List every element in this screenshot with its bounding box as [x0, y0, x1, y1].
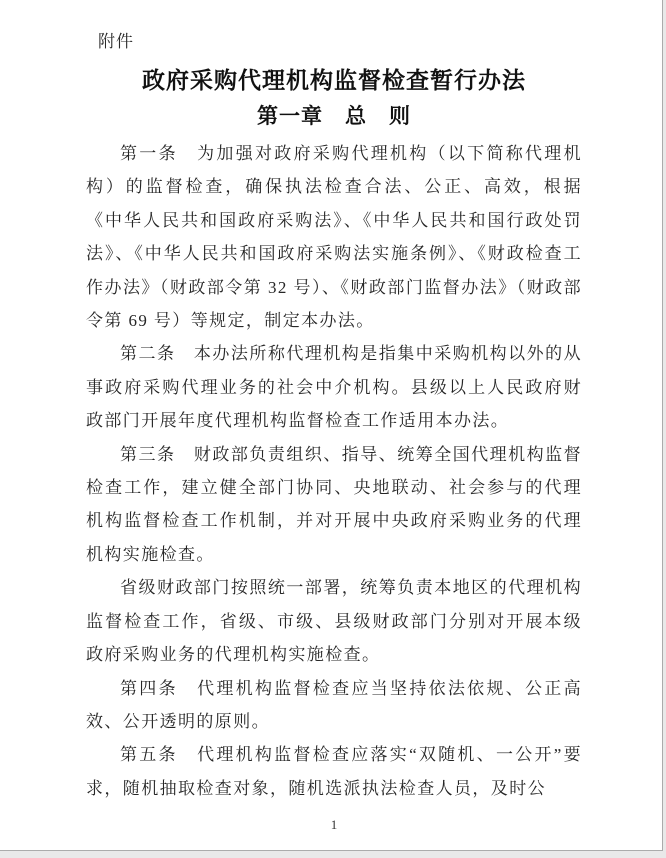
body-paragraph-article-3-continued: 省级财政部门按照统一部署，统筹负责本地区的代理机构监督检查工作，省级、市级、县级财政部门分别对开展本级政府采购业务的代理机构实施检查。	[86, 578, 582, 665]
document-body	[86, 137, 582, 805]
body-paragraph-article-5: 第五条 代理机构监督检查应落实“双随机、一公开”要求，随机抽取检查对象，随机选派执法检查人员，及时公	[86, 745, 582, 798]
body-paragraph-article-1: 第一条 为加强对政府采购代理机构（以下简称代理机构）的监督检查，确保执法检查合法、公正、高效，根据《中华人民共和国政府采购法》、《中华人民共和国行政处罚法》、《中华人民共和国政府采购法实施条例》、《财政检查工作办法》（财政部令第 32 号）、《财政部门监督办法》（财政部令第 69 号）等规定，制定本办法。	[86, 144, 582, 331]
body-paragraph-article-4: 第四条 代理机构监督检查应当坚持依法依规、公正高效、公开透明的原则。	[86, 678, 582, 731]
chapter-heading: 第一章 总 则	[257, 105, 411, 128]
body-paragraph-article-2: 第二条 本办法所称代理机构是指集中采购机构以外的从事政府采购代理业务的社会中介机构。县级以上人民政府财政部门开展年度代理机构监督检查工作适用本办法。	[86, 344, 582, 431]
body-paragraph-article-3: 第三条 财政部负责组织、指导、统筹全国代理机构监督检查工作，建立健全部门协同、央地联动、社会参与的代理机构监督检查工作机制，并对开展中央政府采购业务的代理机构实施检查。	[86, 444, 582, 564]
page-number: 1	[330, 817, 338, 833]
document-title: 政府采购代理机构监督检查暂行办法	[142, 67, 526, 93]
attachment-label: 附件	[98, 32, 134, 51]
